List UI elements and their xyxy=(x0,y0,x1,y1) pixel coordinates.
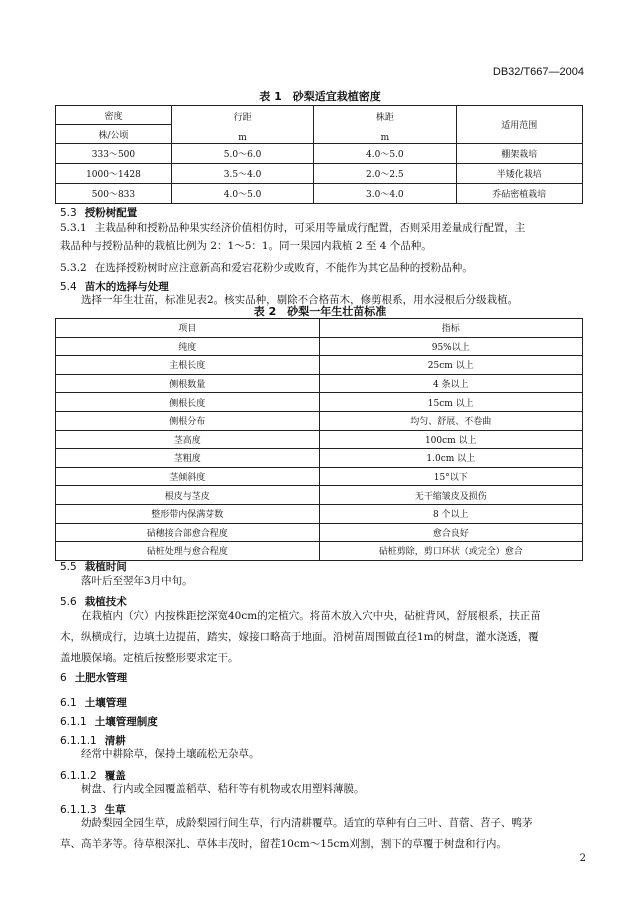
cell-item: 侧根数量 xyxy=(56,374,320,393)
table-row xyxy=(56,184,583,204)
table-row xyxy=(56,144,583,164)
section-title: 土壤管理 xyxy=(84,697,127,709)
cell-density: 333～500 xyxy=(56,144,172,164)
cell-density: 1000～1428 xyxy=(56,164,172,184)
cell-value: 15°以下 xyxy=(319,467,583,486)
cell-plant-spacing: 2.0～2.5 xyxy=(314,164,456,184)
table-row xyxy=(56,164,583,184)
cell-density: 500～833 xyxy=(56,184,172,204)
table-row xyxy=(56,523,583,542)
table-row xyxy=(56,374,583,393)
th-density: 密度 xyxy=(56,106,172,125)
cell-item: 砧穗接合部愈合程度 xyxy=(56,523,320,542)
section-6-1-1-2: 6.1.1.2 覆盖 xyxy=(60,770,126,782)
section-title: 土壤管理制度 xyxy=(94,716,158,728)
section-5-3-2: 5.3.2 在选择授粉树时应注意新高和爱宕花粉少或败育，不能作为其它品种的授粉品种。 xyxy=(60,262,473,274)
cell-item: 茎粗度 xyxy=(56,449,320,468)
cell-value: 砧桩剪除，剪口环状（或完全）愈合 xyxy=(319,542,583,561)
section-title: 授粉树配置 xyxy=(84,207,138,219)
th-plant-label: 株距 xyxy=(375,113,394,123)
table-row xyxy=(56,337,583,356)
document-code: DB32/T667—2004 xyxy=(492,66,584,78)
section-title: 清耕 xyxy=(104,735,126,747)
th-scope: 适用范围 xyxy=(456,106,583,144)
cell-value: 15cm 以上 xyxy=(319,393,583,412)
table2 xyxy=(55,318,583,561)
section-6-1-1-1-text: 经常中耕除草，保持土壤疏松无杂草。 xyxy=(81,748,260,760)
table-row xyxy=(56,449,583,468)
section-title: 覆盖 xyxy=(104,770,126,782)
section-title: 栽植技术 xyxy=(84,596,127,608)
th-item: 项目 xyxy=(56,319,320,338)
cell-value: 100cm 以上 xyxy=(319,430,583,449)
section-title: 栽植时间 xyxy=(84,561,127,573)
cell-scope: 半矮化栽培 xyxy=(456,164,583,184)
section-5-3: 5.3 授粉树配置 xyxy=(60,207,138,219)
cell-item: 茎倾斜度 xyxy=(56,467,320,486)
cell-value: 无干缩皱皮及损伤 xyxy=(319,486,583,505)
cell-row-spacing: 3.5～4.0 xyxy=(171,164,313,184)
th-plant-spacing xyxy=(314,106,456,144)
table-row xyxy=(56,411,583,430)
table-row xyxy=(56,504,583,523)
table1 xyxy=(55,105,583,204)
cell-scope: 棚架栽培 xyxy=(456,144,583,164)
table-row xyxy=(56,393,583,412)
cell-value: 8 个以上 xyxy=(319,504,583,523)
section-title: 土肥水管理 xyxy=(74,672,128,684)
cell-item: 砧桩处理与愈合程度 xyxy=(56,542,320,561)
cell-row-spacing: 4.0～5.0 xyxy=(171,184,313,204)
cell-plant-spacing: 3.0～4.0 xyxy=(314,184,456,204)
table-row xyxy=(56,542,583,561)
section-5-4-text: 选择一年生壮苗，标准见表2。核实品种，剔除不合格苗木，修剪根系，用水浸根后分级栽植。 xyxy=(81,294,519,306)
section-6: 6 土肥水管理 xyxy=(60,672,128,684)
cell-item: 侧根长度 xyxy=(56,393,320,412)
section-title: 苗木的选择与处理 xyxy=(84,281,169,293)
section-6-1-1-1: 6.1.1.1 清耕 xyxy=(60,735,126,747)
section-5-4: 5.4 苗木的选择与处理 xyxy=(60,281,169,293)
section-5-6: 5.6 栽植技术 xyxy=(60,596,127,608)
section-6-1: 6.1 土壤管理 xyxy=(60,697,127,709)
table2-caption: 表 2 砂梨一年生壮苗标准 xyxy=(253,305,387,318)
section-5-5: 5.5 栽植时间 xyxy=(60,561,127,573)
section-5-3-1: 5.3.1 主栽品种和授粉品种果实经济价值相仿时，可采用等量成行配置，否则采用差量成行配置，主 栽品种与授粉品种的栽植比例为 2：1～5：1。同一果园内栽植 2 至 4 个品种。 xyxy=(60,222,526,252)
table-row xyxy=(56,467,583,486)
th-row-label: 行距 xyxy=(233,113,252,123)
th-plant-unit: m xyxy=(380,133,390,143)
th-density-unit: 株/公顷 xyxy=(56,125,172,144)
section-6-1-1: 6.1.1 土壤管理制度 xyxy=(60,716,158,728)
cell-item: 根皮与茎皮 xyxy=(56,486,320,505)
cell-item: 纯度 xyxy=(56,337,320,356)
section-title: 生草 xyxy=(104,804,126,816)
cell-value: 均匀、舒展、不卷曲 xyxy=(319,411,583,430)
cell-value: 25cm 以上 xyxy=(319,356,583,375)
th-index: 指标 xyxy=(319,319,583,338)
section-5-6-text: 在栽植内（穴）内按株距挖深宽40cm的定植穴。将苗木放入穴中央，砧桩背风，舒展根系，扶正苗 木，纵横成行，边填土边提苗，踏实，嫁接口略高于地面。沿树苗周围做直径1m的树盘，灌水浇透，覆 盖地膜保墒。定植后按整形要求定干。 xyxy=(60,610,541,664)
table1-caption: 表 1 砂梨适宜栽植密度 xyxy=(259,90,381,103)
section-6-1-1-3-text: 幼龄梨园全园生草，成龄梨园行间生草，行内清耕覆草。适宜的草种有白三叶、苜蓿、苕子、鸭茅 草、高羊茅等。待草根深扎、草体丰茂时，留茬10cm～15cm刈割，割下的草覆于树盘和行内。 xyxy=(60,817,533,850)
table-row xyxy=(56,486,583,505)
cell-item: 侧根分布 xyxy=(56,411,320,430)
cell-value: 愈合良好 xyxy=(319,523,583,542)
cell-item: 主根长度 xyxy=(56,356,320,375)
section-5-5-text: 落叶后至翌年3月中旬。 xyxy=(81,575,193,587)
table-row xyxy=(56,356,583,375)
cell-item: 整形带内保满芽数 xyxy=(56,504,320,523)
cell-value: 1.0cm 以上 xyxy=(319,449,583,468)
cell-row-spacing: 5.0～6.0 xyxy=(171,144,313,164)
page-number: 2 xyxy=(579,853,586,864)
th-row-spacing xyxy=(171,106,313,144)
table-row xyxy=(56,430,583,449)
cell-value: 95%以上 xyxy=(319,337,583,356)
section-6-1-1-3: 6.1.1.3 生草 xyxy=(60,804,126,816)
cell-value: 4 条以上 xyxy=(319,374,583,393)
cell-scope: 乔砧密植栽培 xyxy=(456,184,583,204)
section-6-1-1-2-text: 树盘、行内或全园覆盖稻草、秸秆等有机物或农用塑料薄膜。 xyxy=(81,783,365,795)
cell-item: 茎高度 xyxy=(56,430,320,449)
th-row-unit: m xyxy=(238,133,247,143)
cell-plant-spacing: 4.0～5.0 xyxy=(314,144,456,164)
